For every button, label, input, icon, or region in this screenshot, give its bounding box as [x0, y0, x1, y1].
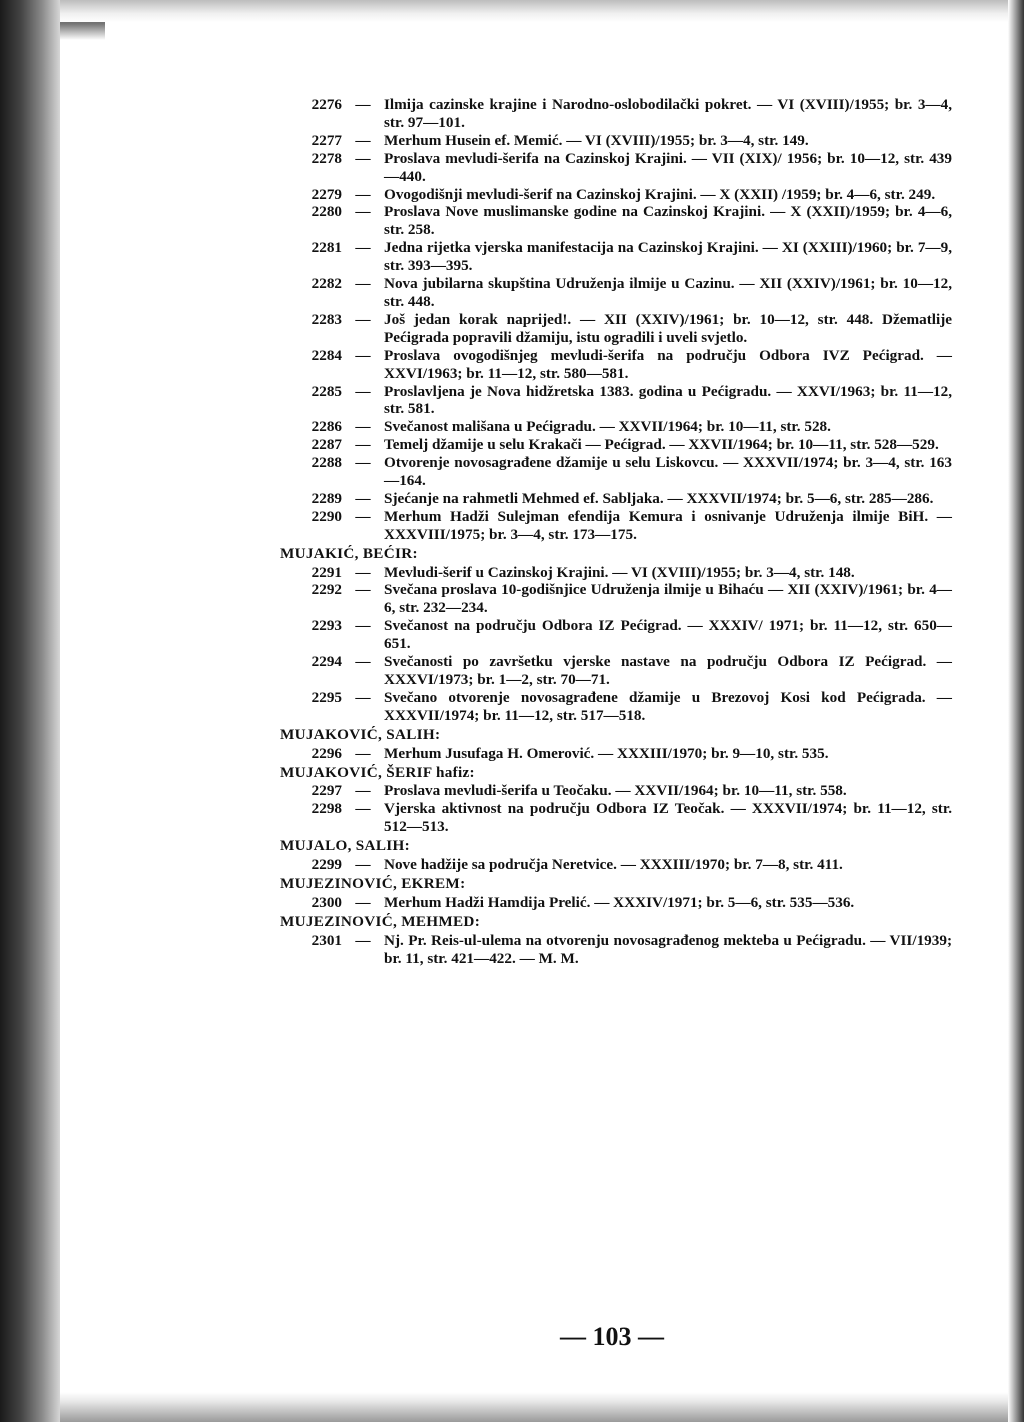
bibliography-entry [280, 96, 952, 132]
author-section [280, 545, 952, 725]
bibliography-entry [280, 653, 952, 689]
entry-text: Merhum Husein ef. Memić. — VI (XVIII)/1955; br. 3—4, str. 149. [384, 131, 809, 149]
entry-dash: — [355, 563, 371, 581]
bibliography-entry [280, 454, 952, 490]
entry-text: Proslava Nove muslimanske godine na Cazinskoj Krajini. — X (XXII)/1959; br. 4—6, str. 258. [384, 203, 952, 239]
entry-dash: — [355, 856, 371, 874]
entry-number: 2296 [311, 744, 342, 762]
entry-number: 2282 [311, 275, 342, 293]
entry-number: 2291 [311, 563, 342, 581]
entry-text: Vjerska aktivnost na području Odbora IZ Teočak. — XXXVII/1974; br. 11—12, str. 512—513. [384, 800, 952, 836]
bibliography-page [280, 96, 952, 968]
entry-text: Proslava mevludi-šerifa na Cazinskoj Krajini. — VII (XIX)/ 1956; br. 10—12, str. 439—440. [384, 149, 952, 185]
entry-text: Svečanosti po završetku vjerske nastave na području Odbora IZ Pećigrad. — XXXVI/1973; br. 1—2, str. 70—71. [384, 653, 952, 688]
entry-number: 2279 [311, 185, 342, 203]
entry-text: Nj. Pr. Reis-ul-ulema na otvorenju novosagrađenog mekteba u Pećigradu. — VII/1939; br. 11, str. 421—422. — M. M. [384, 931, 952, 967]
author-heading: MUJAKIĆ, BEĆIR: [280, 544, 418, 562]
entry-dash: — [355, 688, 371, 706]
bibliography-entry [280, 150, 952, 186]
author-section [280, 96, 952, 544]
entry-text: Svečanost na području Odbora IZ Pećigrad. — XXXIV/ 1971; br. 11—12, str. 650—651. [384, 617, 952, 653]
bibliography-entry [280, 932, 952, 968]
bibliography-entry [280, 745, 952, 763]
entry-dash: — [355, 893, 371, 911]
entry-text: Proslava mevludi-šerifa u Teočaku. — XXVII/1964; br. 10—11, str. 558. [384, 782, 847, 800]
entry-dash: — [355, 800, 371, 818]
entry-text: Ilmija cazinske krajine i Narodno-oslobodilački pokret. — VI (XVIII)/1955; br. 3—4, str. 97—101. [384, 96, 952, 131]
page-number: — 103 — [560, 1322, 664, 1351]
scan-border-bottom [60, 1392, 1008, 1422]
entry-number: 2301 [311, 931, 342, 949]
entry-dash: — [355, 185, 371, 203]
entry-dash: — [355, 275, 371, 293]
scan-border-top [60, 0, 1008, 22]
entry-dash: — [355, 436, 371, 454]
scan-border-right [1008, 0, 1024, 1422]
entry-dash: — [355, 96, 371, 113]
entry-text: Svečana proslava 10-godišnjice Udruženja ilmije u Bihaću — XII (XXIV)/1961; br. 4—6, str. 232—234. [384, 581, 952, 617]
entry-dash: — [355, 617, 371, 635]
entry-text: Proslavljena je Nova hidžretska 1383. godina u Pećigradu. — XXVI/1963; br. 11—12, str. 581. [384, 382, 952, 418]
bibliography-entry [280, 186, 952, 204]
entry-number: 2283 [311, 310, 342, 328]
author-heading: MUJEZINOVIĆ, MEHMED: [280, 912, 481, 930]
entry-dash: — [355, 346, 371, 364]
entry-number: 2290 [311, 507, 342, 525]
entry-number: 2288 [311, 454, 342, 472]
bibliography-entry [280, 689, 952, 725]
entry-number: 2295 [311, 688, 342, 706]
bibliography-entry [280, 311, 952, 347]
entry-text: Jedna rijetka vjerska manifestacija na Cazinskoj Krajini. — XI (XXIII)/1960; br. 7—9, str. 393—395. [384, 239, 952, 275]
entry-number: 2280 [311, 203, 342, 221]
entry-number: 2300 [311, 893, 342, 911]
bibliography-entry [280, 508, 952, 544]
entry-text: Merhum Hadži Sulejman efendija Kemura i osnivanje Udruženja ilmije BiH. — XXXVIII/1975; br. 3—4, str. 173—175. [384, 507, 952, 543]
author-section [280, 875, 952, 912]
entry-number: 2278 [311, 149, 342, 167]
bibliography-entry [280, 436, 952, 454]
entry-dash: — [355, 454, 371, 472]
author-section [280, 913, 952, 968]
bibliography-entry [280, 782, 952, 800]
entry-number: 2289 [311, 489, 342, 507]
bibliography-entry [280, 894, 952, 912]
bibliography-entry [280, 581, 952, 617]
entry-number: 2286 [311, 418, 342, 436]
entry-dash: — [355, 131, 371, 149]
author-heading: MUJEZINOVIĆ, EKREM: [280, 874, 466, 892]
author-heading: MUJALO, SALIH: [280, 837, 410, 855]
entry-text: Merhum Jusufaga H. Omerović. — XXXIII/1970; br. 9—10, str. 535. [384, 744, 829, 762]
entry-dash: — [355, 581, 371, 599]
bibliography-entry [280, 418, 952, 436]
bibliography-entry [280, 617, 952, 653]
entry-number: 2281 [311, 239, 342, 257]
entry-text: Mevludi-šerif u Cazinskoj Krajini. — VI (XVIII)/1955; br. 3—4, str. 148. [384, 563, 855, 581]
entry-text: Otvorenje novosagrađene džamije u selu Liskovcu. — XXXVII/1974; br. 3—4, str. 163—164. [384, 454, 952, 490]
entry-number: 2299 [311, 856, 342, 874]
entry-number: 2298 [311, 800, 342, 818]
entry-text: Svečanost mališana u Pećigradu. — XXVII/1964; br. 10—11, str. 528. [384, 418, 831, 436]
author-section [280, 764, 952, 837]
entry-dash: — [355, 507, 371, 525]
entry-text: Sjećanje na rahmetli Mehmed ef. Sabljaka. — XXXVII/1974; br. 5—6, str. 285—286. [384, 489, 934, 507]
bibliography-entry [280, 856, 952, 874]
bibliography-entry [280, 564, 952, 582]
entry-dash: — [355, 310, 371, 328]
entry-text: Ovogodišnji mevludi-šerif na Cazinskoj Krajini. — X (XXII) /1959; br. 4—6, str. 249. [384, 185, 936, 203]
entry-number: 2294 [311, 653, 342, 671]
entry-dash: — [355, 418, 371, 436]
author-heading: MUJAKOVIĆ, SALIH: [280, 725, 441, 743]
bibliography-entry [280, 490, 952, 508]
bibliography-entry [280, 203, 952, 239]
entry-number: 2276 [311, 96, 342, 113]
author-heading: MUJAKOVIĆ, ŠERIF hafiz: [280, 763, 475, 781]
bibliography-entry [280, 800, 952, 836]
entry-number: 2292 [311, 581, 342, 599]
entry-text: Svečano otvorenje novosagrađene džamije u Brezovoj Kosi kod Pećigrada. — XXXVII/1974; br. 11—12, str. 517—518. [384, 688, 952, 724]
entry-dash: — [355, 203, 371, 221]
entry-dash: — [355, 149, 371, 167]
bibliography-entry [280, 383, 952, 419]
entry-number: 2293 [311, 617, 342, 635]
entry-dash: — [355, 489, 371, 507]
bibliography-entry [280, 347, 952, 383]
entry-text: Nova jubilarna skupština Udruženja ilmije u Cazinu. — XII (XXIV)/1961; br. 10—12, str. 448. [384, 275, 952, 310]
entry-text: Temelj džamije u selu Krakači — Pećigrad. — XXVII/1964; br. 10—11, str. 528—529. [384, 436, 939, 454]
entry-text: Proslava ovogodišnjeg mevludi-šerifa na području Odbora IVZ Pećigrad. — XXVI/1963; br. 11—12, str. 580—581. [384, 346, 952, 382]
bibliography-entry [280, 132, 952, 150]
bibliography-entry [280, 275, 952, 311]
entry-number: 2297 [311, 782, 342, 800]
entry-text: Merhum Hadži Hamdija Prelić. — XXXIV/1971; br. 5—6, str. 535—536. [384, 893, 855, 911]
author-section [280, 837, 952, 874]
author-section [280, 726, 952, 763]
entry-dash: — [355, 782, 371, 800]
scan-border-left [0, 0, 60, 1422]
entry-number: 2284 [311, 346, 342, 364]
entry-text: Još jedan korak naprijed!. — XII (XXIV)/1961; br. 10—12, str. 448. Džematlije Pećigrada popravili džamiju, istu ogradili i uveli svjetlo. [384, 310, 952, 346]
entry-dash: — [355, 931, 371, 949]
entry-dash: — [355, 382, 371, 400]
entry-number: 2285 [311, 382, 342, 400]
entry-dash: — [355, 653, 371, 671]
entry-number: 2277 [311, 131, 342, 149]
entry-text: Nove hadžije sa područja Neretvice. — XXXIII/1970; br. 7—8, str. 411. [384, 856, 843, 874]
entry-dash: — [355, 239, 371, 257]
entry-dash: — [355, 744, 371, 762]
bibliography-entry [280, 239, 952, 275]
entry-number: 2287 [311, 436, 342, 454]
